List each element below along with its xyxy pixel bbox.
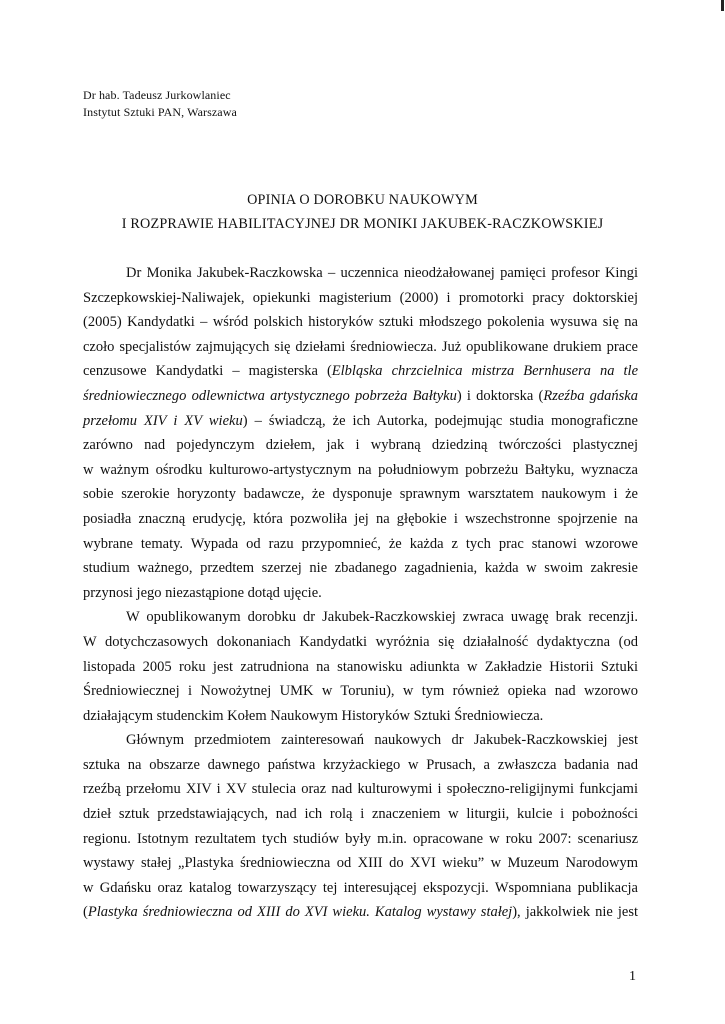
text-line: w Gdańsku oraz katalog towarzyszący tej interesującej ekspozycji. Wspomniana publikacja xyxy=(83,879,638,896)
text-line: Średniowiecznej i Nowożytnej UMK w Toruniu), w tym również opieka nad wzorowo xyxy=(83,683,638,700)
text-line: wystawy stałej „Plastyka średniowieczna od XIII do XVI wieku” w Muzeum Narodowym xyxy=(83,855,638,872)
title-line-1: OPINIA O DOROBKU NAUKOWYM xyxy=(247,192,478,208)
document-title xyxy=(0,188,725,236)
document-body xyxy=(83,261,638,925)
author-name: Dr hab. Tadeusz Jurkowlaniec xyxy=(83,88,231,102)
text-line: posiadła znaczną erudycję, która pozwoliła jej na głębokie i wszechstronne spojrzenie na xyxy=(83,510,638,527)
paragraph-1 xyxy=(83,261,638,605)
page-number: 1 xyxy=(629,969,636,984)
text-line: Szczepkowskiej-Naliwajek, opiekunki magisterium (2000) i promotorki pracy doktorskiej xyxy=(83,289,638,306)
text-line: czoło specjalistów zajmujących się dziełami średniowiecza. Już opublikowane drukiem prace xyxy=(83,338,638,355)
text-line: Głównym przedmiotem zainteresowań naukowych dr Jakubek-Raczkowskiej jest xyxy=(126,732,638,749)
text-line: listopada 2005 roku jest zatrudniona na stanowisku adiunkta w Zakładzie Historii Sztuki xyxy=(83,658,638,675)
text-line: Dr Monika Jakubek-Raczkowska – uczennica nieodżałowanej pamięci profesor Kingi xyxy=(126,265,638,281)
text-line: dzieł sztuk przedstawiających, nad ich rolą i znaczeniem w liturgii, kulcie i pobożności xyxy=(83,806,638,823)
paragraph-3 xyxy=(83,728,638,925)
paragraph-2 xyxy=(83,605,638,728)
author-institution: Instytut Sztuki PAN, Warszawa xyxy=(83,105,237,119)
text-line: W opublikowanym dorobku dr Jakubek-Raczkowskiej zwraca uwagę brak recenzji. xyxy=(126,609,638,626)
text-line: rzeźbą przełomu XIV i XV stulecia oraz nad kulturowymi i społeczno-religijnymi funkcjami xyxy=(83,781,638,798)
text-line: (2005) Kandydatki – wśród polskich historyków sztuki młodszego pokolenia wysuwa się na xyxy=(83,314,638,331)
author-block xyxy=(83,87,237,121)
title-line-2: I ROZPRAWIE HABILITACYJNEJ DR MONIKI JAKUBEK-RACZKOWSKIEJ xyxy=(121,216,604,232)
text-line: w ważnym ośrodku kulturowo-artystycznym na południowym pobrzeżu Bałtyku, wyznacza xyxy=(83,461,638,478)
text-line: przynosi jego niezastąpione dotąd ujęcie. xyxy=(83,584,322,601)
scan-edge-mark xyxy=(721,0,724,11)
text-line: W dotychczasowych dokonaniach Kandydatki wyróżnia się działalność dydaktyczna (od xyxy=(83,633,638,650)
text-line: studium ważnego, przedtem szerzej nie zbadanego zagadnienia, każda w swoim zakresie xyxy=(83,560,638,577)
text-line: przełomu XIV i XV wieku) – świadczą, że ich Autorka, podejmując studia monograficzne xyxy=(83,412,638,429)
text-line: wybrane tematy. Wypada od razu przypomnieć, że każda z tych prac stanowi wzorowe xyxy=(83,535,638,552)
text-line: działającym studenckim Kołem Naukowym Historyków Sztuki Średniowiecza. xyxy=(83,707,544,724)
text-line: średniowiecznego odlewnictwa artystycznego pobrzeża Bałtyku) i doktorska (Rzeźba gdańska xyxy=(83,387,638,404)
text-line: zarówno nad pojedynczym dziełem, jak i wybraną dziedziną twórczości plastycznej xyxy=(83,437,638,454)
text-line: regionu. Istotnym rezultatem tych studiów były m.in. opracowane w roku 2007: scenariusz xyxy=(83,830,638,847)
text-line: sobie szerokie horyzonty badawcze, że dysponuje sprawnym warsztatem naukowym i że xyxy=(83,486,638,503)
text-line: cenzusowe Kandydatki – magisterska (Elbląska chrzcielnica mistrza Bernhusera na tle xyxy=(83,363,639,380)
text-line: sztuka na obszarze dawnego państwa krzyżackiego w Prusach, a zwłaszcza badania nad xyxy=(83,756,638,773)
text-line: (Plastyka średniowieczna od XIII do XVI wieku. Katalog wystawy stałej), jakkolwiek nie jest xyxy=(83,904,639,921)
